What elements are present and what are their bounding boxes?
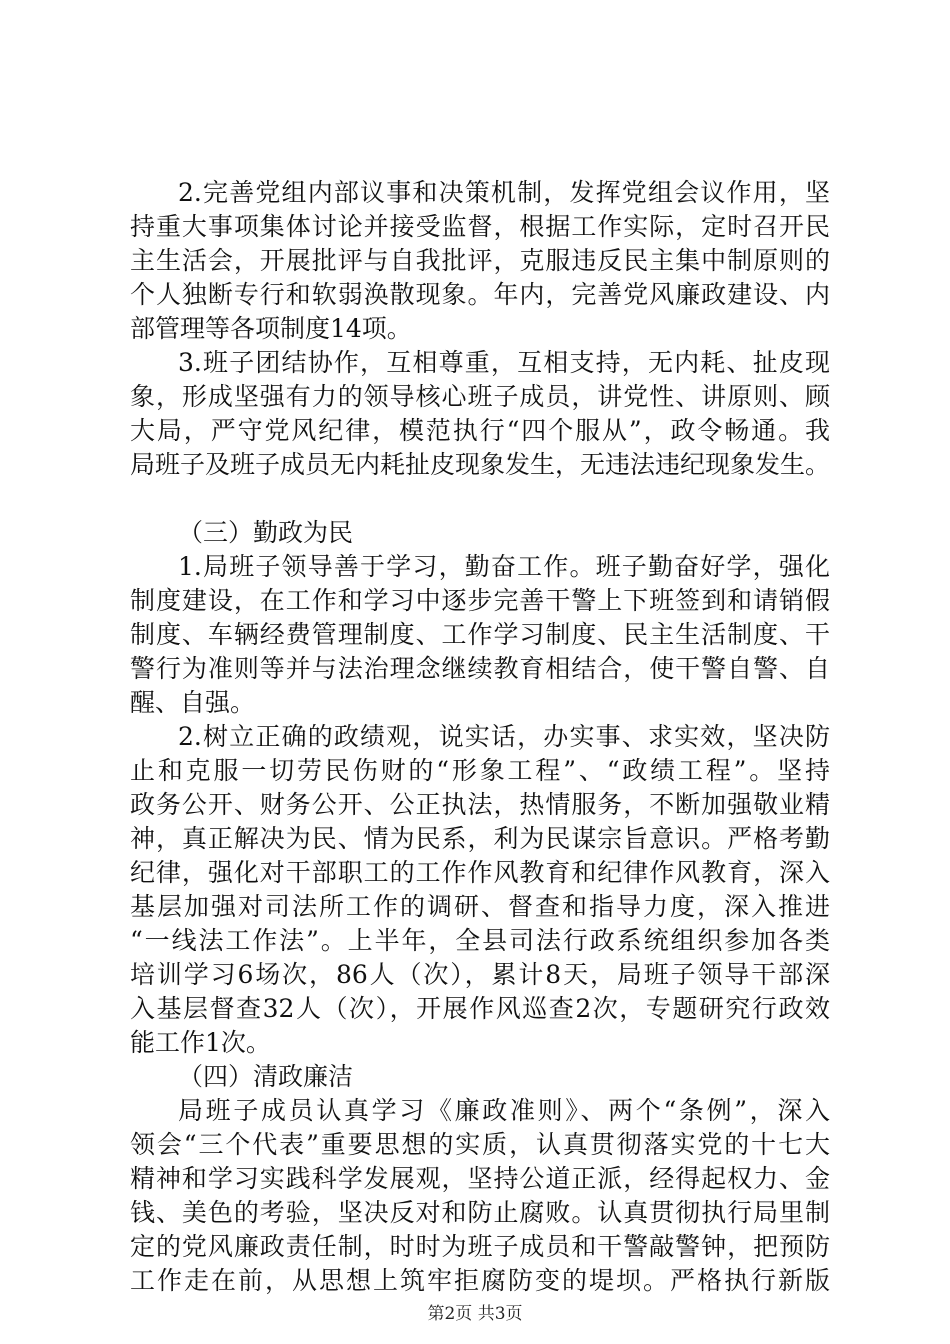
paragraph-line: 培训学习6场次，86人（次），累计8天，局班子领导干部深 bbox=[130, 960, 830, 989]
paragraph-line: 醒、自强。 bbox=[130, 688, 256, 717]
paragraph-line: 主生活会，开展批评与自我批评，克服违反民主集中制原则的 bbox=[130, 246, 830, 275]
paragraph-line: 持重大事项集体讨论并接受监督，根据工作实际，定时召开民 bbox=[130, 212, 830, 241]
paragraph-line: 止和克服一切劳民伤财的“形象工程”、“政绩工程”。坚持 bbox=[130, 756, 830, 785]
section-heading: （四）清政廉洁 bbox=[178, 1062, 354, 1091]
paragraph-line: 象，形成坚强有力的领导核心班子成员，讲党性、讲原则、顾 bbox=[130, 382, 830, 411]
paragraph-line: 能工作1次。 bbox=[130, 1028, 271, 1057]
paragraph-line: 制度、车辆经费管理制度、工作学习制度、民主生活制度、干 bbox=[130, 620, 830, 649]
paragraph-line: 3.班子团结协作，互相尊重，互相支持，无内耗、扯皮现 bbox=[178, 348, 830, 377]
paragraph-line: 2.完善党组内部议事和决策机制，发挥党组会议作用，坚 bbox=[178, 178, 830, 207]
paragraph-line: 钱、美色的考验，坚决反对和防止腐败。认真贯彻执行局里制 bbox=[130, 1198, 830, 1227]
paragraph-line: 入基层督查32人（次），开展作风巡查2次，专题研究行政效 bbox=[130, 994, 830, 1023]
paragraph-line: 工作走在前，从思想上筑牢拒腐防变的堤坝。严格执行新版 bbox=[130, 1266, 830, 1295]
paragraph-line: “一线法工作法”。上半年，全县司法行政系统组织参加各类 bbox=[130, 926, 830, 955]
paragraph-line: 神，真正解决为民、情为民系，利为民谋宗旨意识。严格考勤 bbox=[130, 824, 830, 853]
paragraph-line: 定的党风廉政责任制，时时为班子成员和干警敲警钟，把预防 bbox=[130, 1232, 830, 1261]
paragraph-line: 基层加强对司法所工作的调研、督查和指导力度，深入推进 bbox=[130, 892, 830, 921]
paragraph-line: 大局，严守党风纪律，模范执行“四个服从”，政令畅通。我 bbox=[130, 416, 830, 445]
paragraph-line: 领会“三个代表”重要思想的实质，认真贯彻落实党的十七大 bbox=[130, 1130, 830, 1159]
paragraph-line: 部管理等各项制度14项。 bbox=[130, 314, 412, 343]
paragraph-line: 1.局班子领导善于学习，勤奋工作。班子勤奋好学，强化 bbox=[178, 552, 830, 581]
paragraph-line: 制度建设，在工作和学习中逐步完善干警上下班签到和请销假 bbox=[130, 586, 830, 615]
paragraph-line: 2.树立正确的政绩观，说实话，办实事、求实效，坚决防 bbox=[178, 722, 830, 751]
section-heading: （三）勤政为民 bbox=[178, 518, 354, 547]
paragraph-line: 警行为准则等并与法治理念继续教育相结合，使干警自警、自 bbox=[130, 654, 830, 683]
paragraph-line: 局班子成员认真学习《廉政准则》、两个“条例”，深入 bbox=[178, 1096, 830, 1125]
paragraph-line: 政务公开、财务公开、公正执法，热情服务，不断加强敬业精 bbox=[130, 790, 830, 819]
paragraph-line: 精神和学习实践科学发展观，坚持公道正派，经得起权力、金 bbox=[130, 1164, 830, 1193]
page-footer: 第2页 共3页 bbox=[427, 1304, 523, 1324]
paragraph-line: 纪律，强化对干部职工的工作作风教育和纪律作风教育，深入 bbox=[130, 858, 830, 887]
paragraph-line: 个人独断专行和软弱涣散现象。年内，完善党风廉政建设、内 bbox=[130, 280, 830, 309]
paragraph-line: 局班子及班子成员无内耗扯皮现象发生，无违法违纪现象发生。 bbox=[130, 450, 831, 479]
